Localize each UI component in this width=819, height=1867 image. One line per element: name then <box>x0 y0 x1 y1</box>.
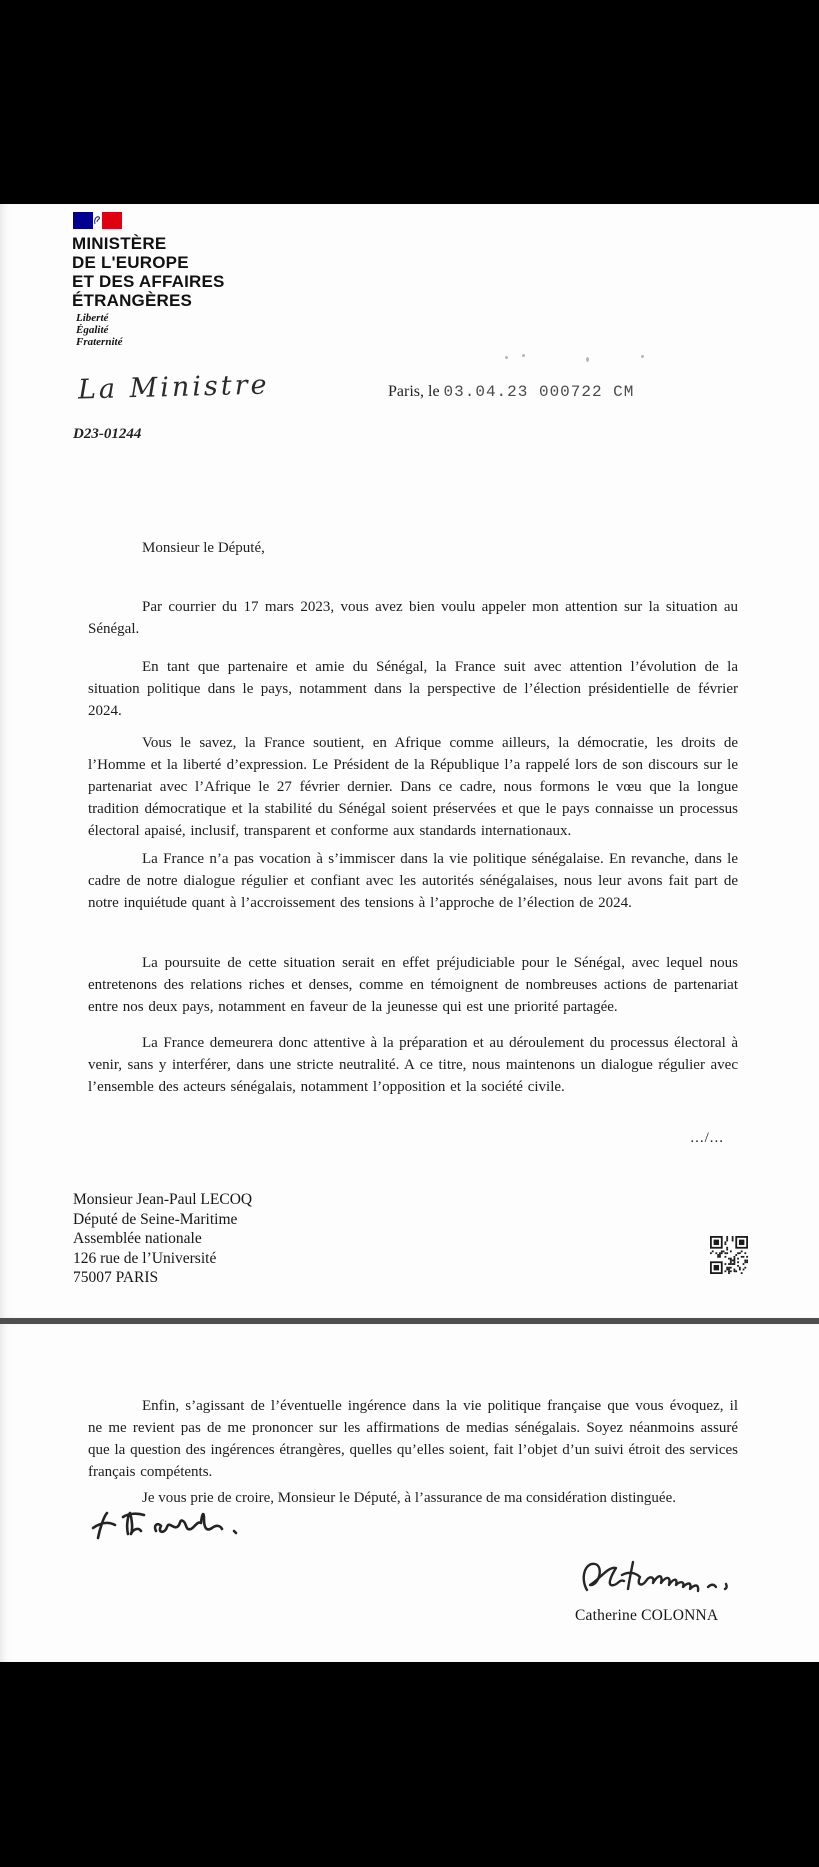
salutation: Monsieur le Député, <box>142 540 265 556</box>
flag-white-stripe <box>93 212 102 229</box>
french-flag-icon <box>73 212 122 229</box>
paragraph: La France demeurera donc attentive à la préparation et au déroulement du processus électoral à venir, sans y interférer, dans une stricte neutralité. A ce titre, nous maintenons un dialogue régulier avec l’ensemble des acteurs sénégalais, notamment l’opposition et la société civile. <box>88 1035 738 1095</box>
letterbox-bottom <box>0 1662 819 1867</box>
motto-line: Liberté <box>76 312 109 324</box>
signature-ink <box>575 1552 745 1600</box>
closing-formula: Je vous prie de croire, Monsieur le Député, à l’assurance de ma considération distinguée. <box>142 1490 676 1506</box>
motto-line: Fraternité <box>76 336 123 348</box>
flag-red-stripe <box>102 212 122 229</box>
paragraph: En tant que partenaire et amie du Sénégal, la France suit avec attention l’évolution de la situation politique dans le pays, notamment dans la perspective de l’élection présidentielle de février 2024. <box>88 659 738 719</box>
letterbox-top <box>0 0 819 204</box>
signature-block <box>575 1552 750 1625</box>
continuation-mark: .../... <box>690 1130 724 1146</box>
recipient-address <box>73 1190 252 1288</box>
sender-title: La Ministre <box>77 369 270 406</box>
letter-page-2 <box>0 1324 819 1662</box>
recipient-line: 126 rue de l’Université <box>73 1249 217 1267</box>
date-stamp: 03.04.23 000722 CM <box>443 383 635 401</box>
signer-name: Catherine COLONNA <box>575 1607 719 1624</box>
reference-number: D23-01244 <box>73 426 142 442</box>
ministry-name <box>72 234 225 310</box>
marianne-profile-icon <box>93 215 102 226</box>
ministry-name-line: ÉTRANGÈRES <box>72 291 193 310</box>
recipient-line: Député de Seine-Maritime <box>73 1210 238 1228</box>
ministry-name-line: MINISTÈRE <box>72 234 167 253</box>
scan-speck <box>586 357 589 362</box>
republic-motto <box>76 312 122 348</box>
handwriting-ink <box>88 1504 258 1546</box>
scan-speck <box>641 355 644 358</box>
ministry-name-line: ET DES AFFAIRES <box>72 272 225 291</box>
letter-page-1 <box>0 204 819 1318</box>
place-label: Paris, le <box>388 383 440 400</box>
recipient-line: Assemblée nationale <box>73 1230 202 1247</box>
scan-speck <box>522 354 525 357</box>
scan-speck <box>505 356 508 359</box>
paragraph: La poursuite de cette situation serait en effet préjudiciable pour le Sénégal, avec lequel nous entretenons des relations riches et denses, comme en témoignent de nombreuses actions de partenariat entre nos deux pays, notamment en faveur de la jeunesse qui est une priorité partagée. <box>88 955 738 1015</box>
paragraph: Enfin, s’agissant de l’éventuelle ingérence dans la vie politique française que vous évoquez, il ne me revient pas de me prononcer sur les affirmations de medias sénégalais. Soyez néanmoins assuré que la question des ingérences étrangères, quelles qu’elles soient, fait l’objet d’un suivi étroit des services français compétents. <box>88 1398 738 1480</box>
qr-code <box>710 1236 748 1274</box>
paragraph: Par courrier du 17 mars 2023, vous avez bien voulu appeler mon attention sur la situation au Sénégal. <box>88 599 738 637</box>
dateline <box>388 383 634 401</box>
paragraph: La France n’a pas vocation à s’immiscer dans la vie politique sénégalaise. En revanche, dans le cadre de notre dialogue régulier et confiant avec les autorités sénégalaises, nous leur avons fait part de notre inquiétude quant à l’accroissement des tensions à l’approche de l’élection de 2024. <box>88 851 738 911</box>
handwritten-note <box>88 1504 258 1546</box>
motto-line: Égalité <box>76 324 109 336</box>
paragraph: Vous le savez, la France soutient, en Afrique comme ailleurs, la démocratie, les droits de l’Homme et la liberté d’expression. Le Président de la République l’a rappelé lors de son discours sur le partenariat avec l’Afrique le 27 février dernier. Dans ce cadre, nous formons le vœu que la longue tradition démocratique et la stabilité du Sénégal soient préservées et que le pays connaisse un processus électoral apaisé, inclusif, transparent et conforme aux standards internationaux. <box>88 735 738 839</box>
recipient-line: 75007 PARIS <box>73 1269 159 1286</box>
ministry-name-line: DE L'EUROPE <box>72 253 189 272</box>
flag-blue-stripe <box>73 212 93 229</box>
recipient-line: Monsieur Jean-Paul LECOQ <box>73 1191 253 1208</box>
